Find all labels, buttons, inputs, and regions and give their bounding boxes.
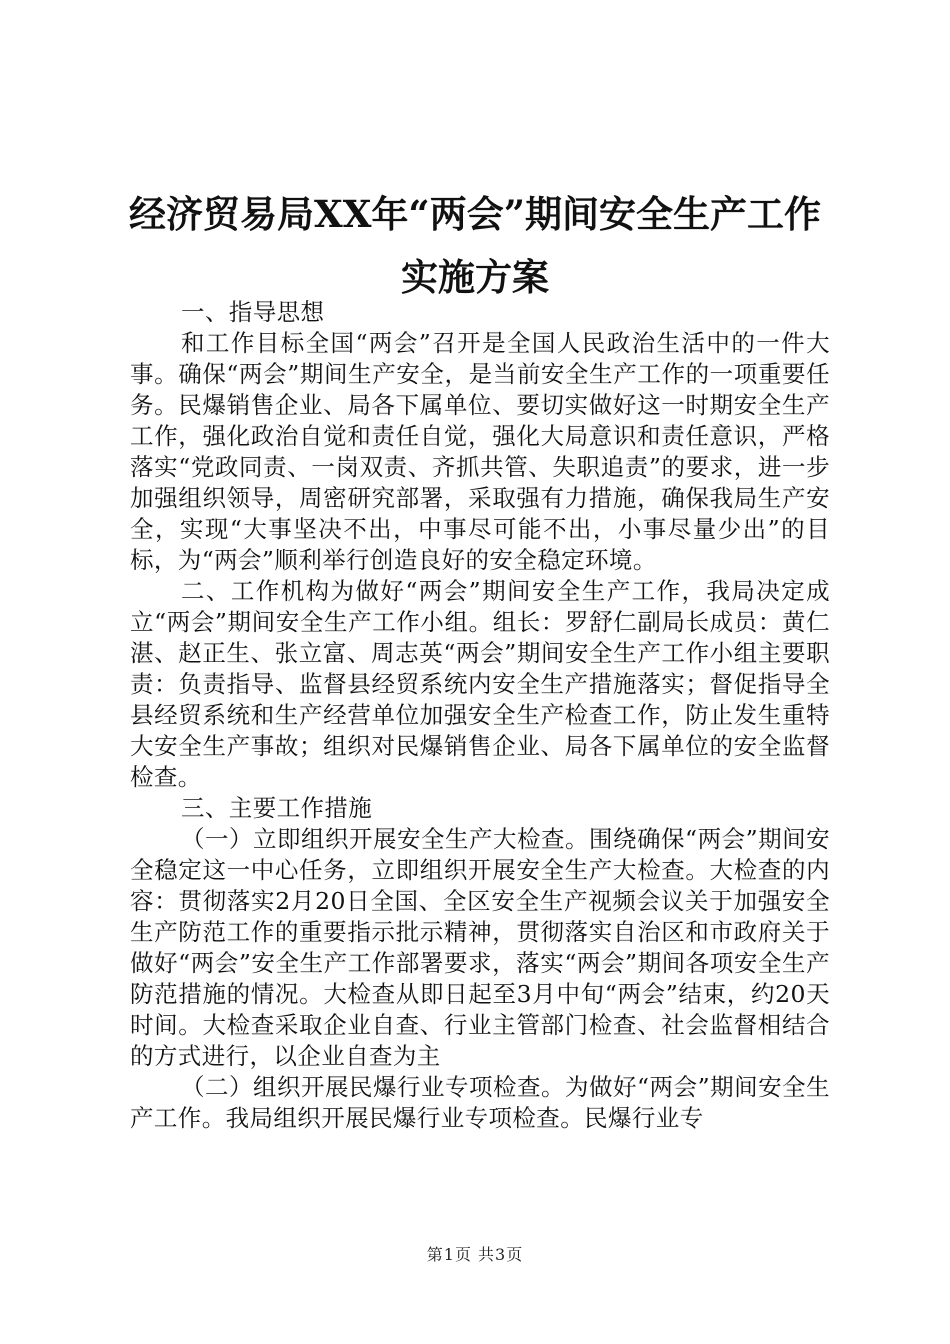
section-heading-main-measures: 三、主要工作措施 — [181, 794, 373, 822]
document-body — [130, 297, 830, 1134]
document-title-line-1: 经济贸易局XX年“两会”期间安全生产工作 — [129, 192, 821, 236]
page-number-footer: 第1页 共3页 — [426, 1245, 524, 1264]
section-heading-guiding-ideology: 一、指导思想 — [181, 298, 325, 326]
paragraph-guiding-ideology: 和工作目标全国“两会”召开是全国人民政治生活中的一件大事。确保“两会”期间生产安全，是当前安全生产工作的一项重要任务。民爆销售企业、局各下属单位、要切实做好这一时期安全生产工作，强化政治自觉和责任自觉，强化大局意识和责任意识，严格落实“党政同责、一岗双责、齐抓共管、失职追责”的要求，进一步加强组织领导，周密研究部署，采取强有力措施，确保我局生产安全，实现“大事坚决不出，中事尽可能不出，小事尽量少出”的目标，为“两会”顺利举行创造良好的安全稳定环境。 — [130, 329, 830, 574]
paragraph-measure-2: （二）组织开展民爆行业专项检查。为做好“两会”期间安全生产工作。我局组织开展民爆行业专项检查。民爆行业专 — [130, 1073, 830, 1132]
paragraph-working-body: 二、工作机构为做好“两会”期间安全生产工作，我局决定成立“两会”期间安全生产工作小组。组长：罗舒仁副局长成员：黄仁湛、赵正生、张立富、周志英“两会”期间安全生产工作小组主要职责：负责指导、监督县经贸系统内安全生产措施落实；督促指导全县经贸系统和生产经营单位加强安全生产检查工作，防止发生重特大安全生产事故；组织对民爆销售企业、局各下属单位的安全监督检查。 — [130, 577, 830, 791]
document-title-line-2: 实施方案 — [401, 255, 549, 299]
paragraph-measure-1: （一）立即组织开展安全生产大检查。围绕确保“两会”期间安全稳定这一中心任务，立即组织开展安全生产大检查。大检查的内容：贯彻落实2月20日全国、全区安全生产视频会议关于加强安全生产防范工作的重要指示批示精神，贯彻落实自治区和市政府关于做好“两会”安全生产工作部署要求，落实“两会”期间各项安全生产防范措施的情况。大检查从即日起至3月中旬“两会”结束，约20天时间。大检查采取企业自查、行业主管部门检查、社会监督相结合的方式进行，以企业自查为主 — [130, 825, 830, 1070]
